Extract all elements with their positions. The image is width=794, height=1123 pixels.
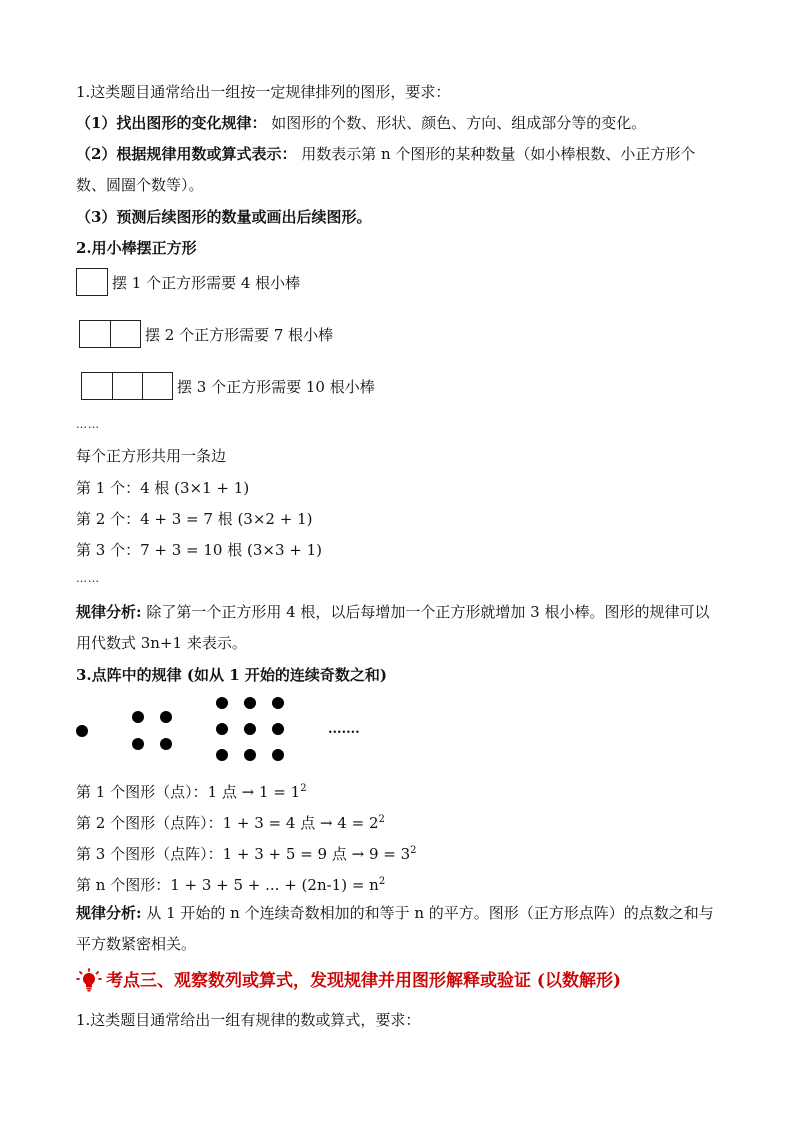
square-figure-1 xyxy=(76,268,300,296)
analysis-text: 从 1 开始的 n 个连续奇数相加的和等于 n 的平方。图形（正方形点阵）的点数之和与平方数紧密相关。 xyxy=(76,904,714,953)
item-2-label: （2）根据规律用数或算式表示： xyxy=(76,145,297,163)
figure-1-caption: 摆 1 个正方形需要 4 根小棒 xyxy=(112,273,301,292)
intro-line: 1.这类题目通常给出一组按一定规律排列的图形，要求： xyxy=(76,83,451,101)
lightbulb-icon xyxy=(76,968,102,994)
dot xyxy=(272,723,284,735)
dot xyxy=(216,697,228,709)
shared-edge-note: 每个正方形共用一条边 xyxy=(76,447,227,465)
figure-2-caption: 摆 2 个正方形需要 7 根小棒 xyxy=(145,325,334,344)
kaodian-3-text: 考点三、观察数列或算式，发现规律并用图形解释或验证 (以数解形) xyxy=(106,971,622,991)
dot xyxy=(160,711,172,723)
square-figure-3 xyxy=(81,372,375,400)
dot-row-n-text: 第 n 个图形：1 + 3 + 5 + ... + (2n-1) = n xyxy=(76,876,379,894)
final-line: 1.这类题目通常给出一组有规律的数或算式，要求： xyxy=(76,1011,421,1029)
item-2-text: 用数表示第 n 个图形的某种数量（如小棒根数、小正方形个数、圆圈个数等）。 xyxy=(76,145,696,194)
dot xyxy=(244,723,256,735)
dot xyxy=(76,725,88,737)
dot-row-n xyxy=(76,872,385,895)
exponent: 2 xyxy=(410,845,417,856)
analysis-label: 规律分析: xyxy=(76,603,142,621)
stick-row-3: 第 3 个：7 + 3 = 10 根 (3×3 + 1) xyxy=(76,541,323,559)
section-2-heading: 2.用小棒摆正方形 xyxy=(76,239,197,257)
analysis-label: 规律分析: xyxy=(76,904,142,922)
square-sticks-3 xyxy=(81,372,173,400)
figure-3-caption: 摆 3 个正方形需要 10 根小棒 xyxy=(177,377,375,396)
square-sticks-1 xyxy=(76,268,108,296)
analysis-text: 除了第一个正方形用 4 根，以后每增加一个正方形就增加 3 根小棒。图形的规律可以用代数式 3n+1 来表示。 xyxy=(76,603,710,652)
dot xyxy=(216,723,228,735)
dot-row-1-text: 第 1 个图形（点）：1 点 → 1 = 1 xyxy=(76,783,301,801)
intro-item-3: （3）预测后续图形的数量或画出后续图形。 xyxy=(76,208,372,226)
dots-ellipsis: ....... xyxy=(328,722,360,737)
stick-row-1: 第 1 个：4 根 (3×1 + 1) xyxy=(76,479,250,497)
section-3-heading: 3.点阵中的规律 (如从 1 开始的连续奇数之和) xyxy=(76,666,387,684)
dot-row-2-text: 第 2 个图形（点阵）：1 + 3 = 4 点 → 4 = 2 xyxy=(76,814,379,832)
ellipsis: …… xyxy=(76,572,100,585)
stick-row-2: 第 2 个：4 + 3 = 7 根 (3×2 + 1) xyxy=(76,510,313,528)
exponent: 2 xyxy=(378,876,386,887)
dot xyxy=(216,749,228,761)
square-sticks-2 xyxy=(79,320,141,348)
section-3-analysis xyxy=(76,898,722,960)
dot-row-1 xyxy=(76,779,307,802)
square-figure-2 xyxy=(79,320,333,348)
dot xyxy=(272,749,284,761)
dot xyxy=(244,749,256,761)
dot xyxy=(160,738,172,750)
exponent: 2 xyxy=(378,814,385,825)
kaodian-3-title xyxy=(76,968,621,994)
intro-item-2 xyxy=(76,139,722,201)
dot xyxy=(244,697,256,709)
exponent: 2 xyxy=(300,783,307,794)
dot-row-2 xyxy=(76,810,385,833)
dot xyxy=(132,711,144,723)
item-1-text: 如图形的个数、形状、颜色、方向、组成部分等的变化。 xyxy=(266,114,647,132)
dot-row-3-text: 第 3 个图形（点阵）：1 + 3 + 5 = 9 点 → 9 = 3 xyxy=(76,845,411,863)
dot xyxy=(132,738,144,750)
intro-item-1 xyxy=(76,113,646,133)
dot-row-3 xyxy=(76,841,417,864)
ellipsis: …… xyxy=(76,418,100,431)
section-2-analysis xyxy=(76,597,722,659)
dot xyxy=(272,697,284,709)
item-1-label: （1）找出图形的变化规律： xyxy=(76,114,267,132)
